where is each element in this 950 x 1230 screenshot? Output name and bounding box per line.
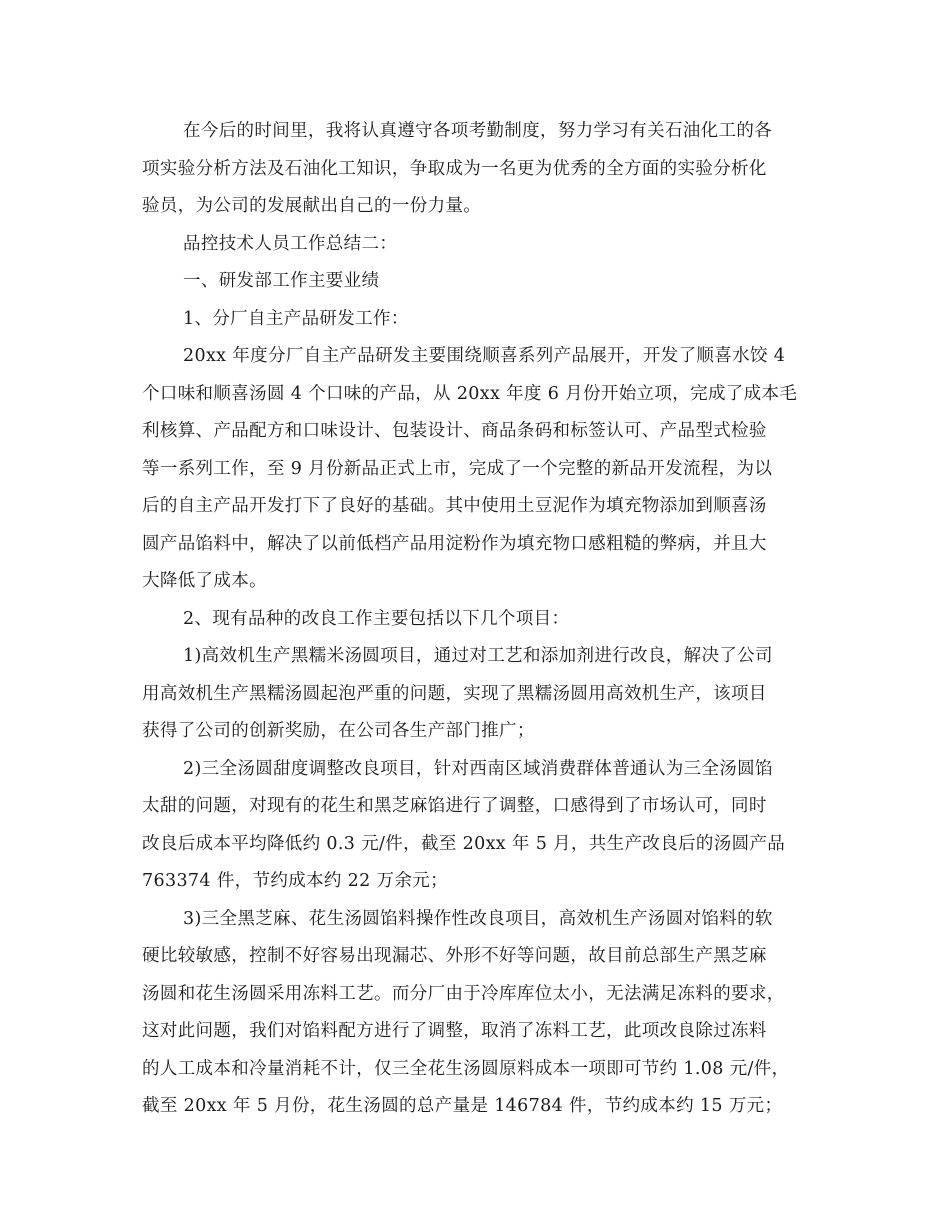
text-line: 用高效机生产黑糯汤圆起泡严重的问题，实现了黑糯汤圆用高效机生产，该项目	[142, 683, 767, 704]
text-line: 项实验分析方法及石油化工知识，争取成为一名更为优秀的全方面的实验分析化	[142, 158, 767, 179]
text-line: 这对此问题，我们对馅料配方进行了调整，取消了冻料工艺，此项改良除过冻料	[142, 1021, 767, 1041]
text-line: 等一系列工作，至 9 月份新品正式上市，完成了一个完整的新品开发流程，为以	[142, 458, 773, 479]
text-line: 一、研发部工作主要业绩	[183, 271, 380, 291]
text-line: 2、现有品种的改良工作主要包括以下几个项目：	[183, 608, 570, 629]
text-line: 1)高效机生产黑糯米汤圆项目，通过对工艺和添加剂进行改良，解决了公司	[183, 646, 773, 666]
text-line: 汤圆和花生汤圆采用冻料工艺。而分厂由于冷库库位太小，无法满足冻料的要求，	[142, 983, 785, 1004]
text-line: 1、分厂自主产品研发工作：	[183, 308, 409, 329]
text-line: 验员，为公司的发展献出自己的一份力量。	[142, 196, 482, 216]
text-line: 的人工成本和冷量消耗不计，仅三全花生汤圆原料成本一项即可节约 1.08 元/件，	[142, 1058, 790, 1079]
text-line: 品控技术人员工作总结二：	[183, 233, 398, 254]
text-line: 截至 20xx 年 5 月份，花生汤圆的总产量是 146784 件，节约成本约 15 万元；	[142, 1096, 783, 1116]
text-line: 763374 件，节约成本约 22 万余元；	[142, 871, 448, 891]
text-line: 改良后成本平均降低约 0.3 元/件，截至 20xx 年 5 月，共生产改良后的汤圆产品	[142, 833, 786, 854]
document-body	[142, 113, 808, 1126]
text-line: 2)三全汤圆甜度调整改良项目，针对西南区域消费群体普通认为三全汤圆馅	[183, 758, 773, 779]
text-line: 20xx 年度分厂自主产品研发主要围绕顺喜系列产品展开，开发了顺喜水饺 4	[183, 346, 786, 366]
text-line: 利核算、产品配方和口味设计、包装设计、商品条码和标签认可、产品型式检验	[142, 421, 767, 441]
text-line: 圆产品馅料中，解决了以前低档产品用淀粉作为填充物口感粗糙的弊病，并且大	[142, 533, 767, 554]
text-line: 获得了公司的创新奖励，在公司各生产部门推广；	[142, 721, 535, 741]
text-line: 个口味和顺喜汤圆 4 个口味的产品，从 20xx 年度 6 月份开始立项，完成了成本毛	[142, 383, 798, 404]
text-line: 太甜的问题，对现有的花生和黑芝麻馅进行了调整，口感得到了市场认可，同时	[142, 796, 767, 816]
text-line: 后的自主产品开发打下了良好的基础。其中使用土豆泥作为填充物添加到顺喜汤	[142, 496, 767, 516]
text-line: 大降低了成本。	[142, 571, 267, 591]
text-line: 3)三全黑芝麻、花生汤圆馅料操作性改良项目，高效机生产汤圆对馅料的软	[183, 908, 773, 929]
text-line: 硬比较敏感，控制不好容易出现漏芯、外形不好等问题，故目前总部生产黑芝麻	[142, 946, 767, 966]
text-line: 在今后的时间里，我将认真遵守各项考勤制度，努力学习有关石油化工的各	[183, 121, 773, 141]
